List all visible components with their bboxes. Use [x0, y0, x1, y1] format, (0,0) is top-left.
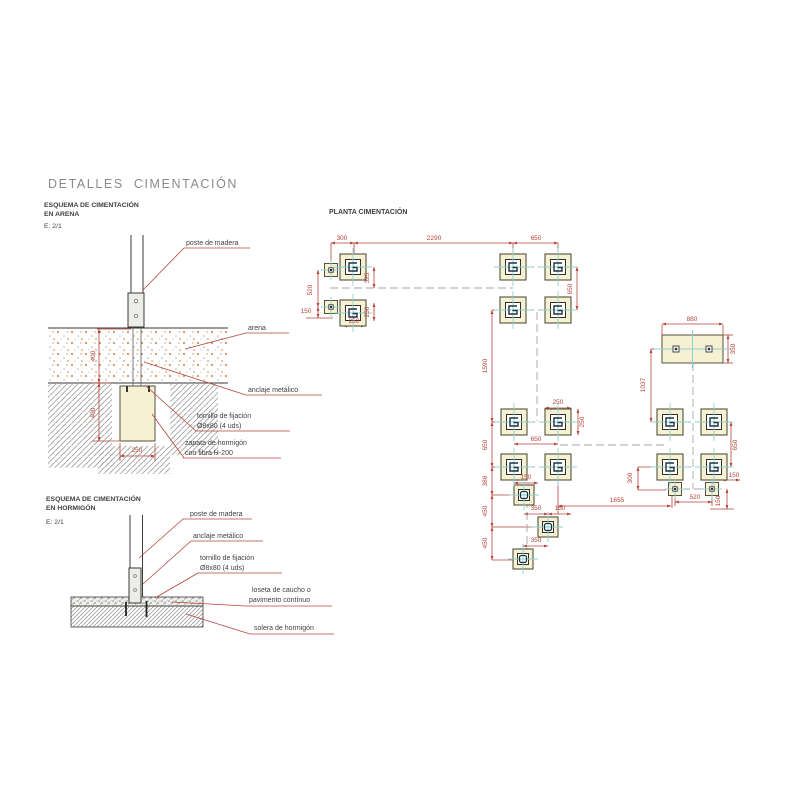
- detail-arena-heading-line2: EN ARENA: [44, 211, 80, 218]
- anchor-dot: [711, 488, 713, 490]
- dim-650-right-v: 650: [732, 439, 739, 451]
- solera-slab: [71, 606, 203, 627]
- detail-hormigon-heading-line2: EN HORMIGÓN: [46, 505, 96, 512]
- plan-title: PLANTA CIMENTACIÓN: [329, 209, 408, 216]
- anchor-bracket-arena: [128, 293, 144, 327]
- label-loseta-line2: pavimento contínuo: [249, 597, 311, 604]
- dim-650-mid-v: 650: [482, 439, 489, 451]
- anchor-dot: [330, 269, 332, 271]
- dim-450-a: 450: [482, 505, 489, 517]
- dim-2290: 2290: [426, 235, 442, 242]
- leader: [155, 573, 198, 598]
- dim-arena-400-footing: 400: [90, 407, 97, 419]
- anchor-dot: [675, 348, 677, 350]
- bolt-circle: [134, 299, 137, 302]
- dim-150-diag: 150: [554, 505, 566, 512]
- label-anclaje-hormigon: anclaje metálico: [193, 533, 244, 540]
- dim-325: 325: [364, 272, 371, 284]
- detail-hormigon-heading-line1: ESQUEMA DE CIMENTACIÓN: [46, 496, 141, 503]
- dim-650-topright-v: 650: [567, 283, 574, 295]
- dim-150-right-a: 150: [728, 472, 740, 479]
- label-loseta-line1: loseta de caucho o: [252, 587, 311, 594]
- label-poste-madera-arena: poste de madera: [186, 240, 239, 247]
- bolt-circle: [134, 575, 137, 578]
- anchor-dot: [708, 348, 710, 350]
- label-tornillo-arena-line1: tornillo de fijación: [197, 413, 252, 420]
- dim-520-left: 520: [307, 284, 314, 296]
- dim-520-bottom: 520: [689, 494, 701, 501]
- sand-layer: [48, 328, 228, 383]
- dim-450-b: 450: [482, 537, 489, 549]
- dim-880: 880: [686, 316, 698, 323]
- dim-350-b: 350: [530, 537, 542, 544]
- footing-boxes: [325, 254, 728, 569]
- label-zapata-line1: zapata de hormigón: [185, 440, 247, 447]
- dim-arena-250: 250: [131, 447, 143, 454]
- label-zapata-line2: con fibra H-200: [185, 450, 233, 457]
- label-poste-madera-hormigon: poste de madera: [190, 511, 243, 518]
- dim-650-mid-h: 650: [530, 436, 542, 443]
- label-arena: arena: [248, 325, 266, 332]
- dim-1590: 1590: [482, 358, 489, 374]
- page-title: DETALLES CIMENTACIÓN: [48, 177, 239, 191]
- dim-1655: 1655: [609, 497, 625, 504]
- dim-150-left: 150: [300, 308, 312, 315]
- label-tornillo-hormigon-line1: tornillo de fijación: [200, 555, 255, 562]
- dim-650-top: 650: [530, 235, 542, 242]
- leader: [143, 541, 191, 584]
- leader: [139, 519, 183, 558]
- dim-386: 386: [482, 475, 489, 487]
- label-tornillo-arena-line2: Ø8x80 (4 uds): [197, 423, 242, 430]
- anchor-dot: [674, 488, 676, 490]
- anchor-dot: [330, 306, 332, 308]
- anchor-bracket-hormigon: [129, 568, 141, 603]
- dim-250-left-v: 250: [364, 306, 371, 318]
- label-solera: solera de hormigón: [254, 625, 314, 632]
- dim-250-mid-h: 250: [552, 399, 564, 406]
- detail-arena-heading-line1: ESQUEMA DE CIMENTACIÓN: [44, 202, 139, 209]
- detail-hormigon-scale: E: 2/1: [46, 519, 64, 526]
- dim-150-right-b: 150: [715, 495, 722, 507]
- detail-arena-scale: E: 2/1: [44, 223, 62, 230]
- dim-arena-400-sand: 400: [90, 350, 97, 362]
- label-anclaje-arena: anclaje metálico: [248, 387, 299, 394]
- bolt-circle: [134, 314, 137, 317]
- label-tornillo-hormigon-line2: Ø8x80 (4 uds): [200, 565, 245, 572]
- dim-300-top: 300: [336, 235, 348, 242]
- dim-300-right: 300: [627, 472, 634, 484]
- bolt-circle: [134, 589, 137, 592]
- dim-150-mid: 150: [520, 474, 532, 481]
- zapata-footing: [120, 386, 155, 441]
- dim-1037: 1037: [640, 377, 647, 393]
- leader: [143, 248, 184, 290]
- dim-350-slab: 350: [730, 343, 737, 355]
- dim-250-mid-v: 250: [579, 416, 586, 428]
- dim-350-a: 350: [530, 505, 542, 512]
- dim-250-left-h: 250: [348, 318, 360, 325]
